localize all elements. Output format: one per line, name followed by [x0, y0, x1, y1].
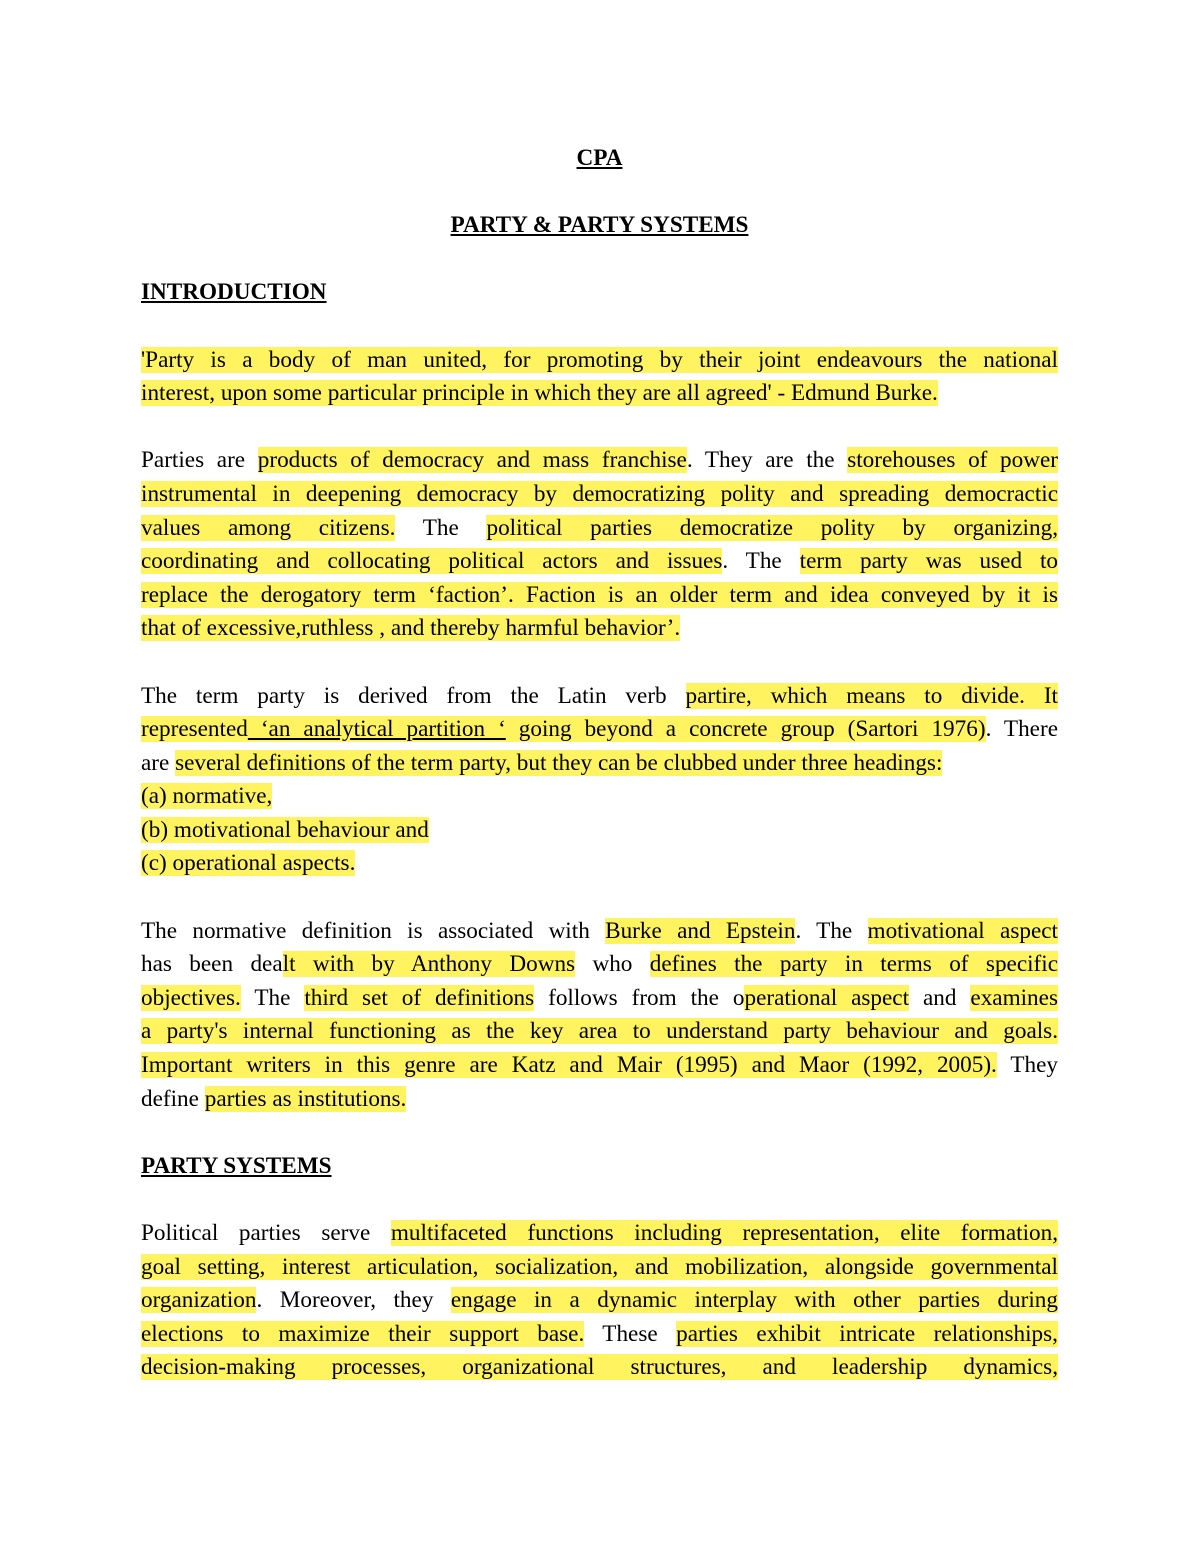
- highlight-span: values among citizens.: [141, 514, 396, 541]
- highlight-span: Important writers in this genre are Katz and Mair (1995) and Maor (1992, 2005).: [141, 1052, 997, 1079]
- text-span: . The: [795, 917, 868, 944]
- section-heading-introduction: INTRODUCTION: [141, 279, 327, 306]
- highlight-span: Burke and Epstein: [605, 917, 796, 944]
- highlight-span: coordinating and collocating political actors and issues: [141, 548, 723, 575]
- text-span: These: [584, 1320, 677, 1347]
- text-span: define: [141, 1085, 205, 1112]
- highlight-span: going beyond a concrete group (Sartori 1976): [505, 716, 986, 743]
- highlight-span: lt with by: [282, 951, 411, 978]
- underlined-phrase: ‘an analytical partition ‘: [247, 716, 506, 743]
- highlight-span: parties exhibit intricate relationships,: [676, 1320, 1058, 1347]
- text-span: follows from the o: [534, 984, 745, 1011]
- highlight-span: organization: [141, 1287, 257, 1314]
- highlight-span: elections to maximize their support base.: [141, 1320, 585, 1347]
- text-span: Parties are: [141, 447, 258, 474]
- term-party-paragraph: [141, 680, 1058, 781]
- functions-paragraph: [141, 1217, 1058, 1385]
- highlight-span: partire, which means to divide. It: [685, 682, 1058, 709]
- quote-line-2: interest, upon some particular principle in which they are all agreed' - Edmund Burke.: [141, 380, 938, 407]
- highlight-span: storehouses of power: [847, 447, 1059, 474]
- highlight-span: decision-making processes, organizational structures, and leadership dynamics,: [141, 1354, 1058, 1381]
- text-span: . There: [985, 716, 1058, 743]
- text-span: . They are the: [686, 447, 848, 474]
- highlight-span: instrumental in deepening democracy by democratizing polity and spreading democractic: [141, 480, 1058, 507]
- list-item-text: (a) normative,: [141, 783, 273, 810]
- highlight-span: Anthony Downs: [410, 951, 576, 978]
- text-span: The normative definition is associated with: [141, 917, 606, 944]
- highlight-span: products of democracy and mass franchise: [257, 447, 687, 474]
- text-span: The term party is derived from the Latin verb: [141, 682, 686, 709]
- highlight-span: motivational aspect: [867, 917, 1058, 944]
- text-span: The: [240, 984, 305, 1011]
- highlight-span: a party's internal functioning as the key area to understand party behaviour and goals.: [141, 1018, 1058, 1045]
- highlight-span: engage in a dynamic interplay with other parties during: [450, 1287, 1058, 1314]
- text-span: who: [575, 951, 650, 978]
- highlight-span: perational aspect: [744, 984, 910, 1011]
- highlight-span: third set of definitions: [304, 984, 535, 1011]
- text-span: They: [996, 1052, 1058, 1079]
- highlight-span: political parties democratize polity by organizing,: [486, 514, 1058, 541]
- list-item: [141, 847, 1058, 881]
- document-body: [141, 142, 1058, 1385]
- highlight-span: represented: [141, 716, 248, 743]
- text-span: Political parties serve: [141, 1220, 391, 1246]
- highlight-span: replace the derogatory term ‘faction’. Faction is an older term and idea conveyed by it is: [141, 581, 1058, 608]
- text-span: has been dea: [141, 951, 283, 978]
- highlight-span: several definitions of the term party, but they can be clubbed under three headings:: [175, 749, 943, 776]
- list-item: [141, 780, 1058, 814]
- document-subtitle: PARTY & PARTY SYSTEMS: [450, 212, 749, 239]
- highlight-span: examines: [970, 984, 1058, 1011]
- text-span: . Moreover, they: [256, 1287, 451, 1314]
- highlight-span: that of excessive,ruthless , and thereby harmful behavior’.: [141, 615, 681, 642]
- normative-definition-paragraph: [141, 915, 1058, 1117]
- list-item-text: (c) operational aspects.: [141, 850, 356, 877]
- highlight-span: objectives.: [141, 984, 241, 1011]
- text-span: The: [395, 514, 487, 541]
- text-span: and: [909, 984, 971, 1011]
- highlight-span: defines the party in terms of specific: [649, 951, 1059, 978]
- list-item: [141, 814, 1058, 848]
- highlight-span: term party was used to: [799, 548, 1058, 575]
- highlight-span: multifaceted functions including representation, elite formation,: [390, 1220, 1059, 1246]
- document-title: CPA: [576, 145, 623, 171]
- list-item-text: (b) motivational behaviour and: [141, 816, 429, 843]
- highlight-span: goal setting, interest articulation, socialization, and mobilization, alongside governmental: [141, 1253, 1058, 1280]
- text-span: . The: [722, 548, 800, 575]
- burke-quote-paragraph: [141, 344, 1058, 411]
- text-span: are: [141, 749, 176, 776]
- highlight-span: parties as institutions.: [204, 1085, 407, 1112]
- definitions-list: [141, 780, 1058, 881]
- quote-line-1: 'Party is a body of man united, for promoting by their joint endeavours the national: [141, 346, 1058, 373]
- parties-definition-paragraph: [141, 444, 1058, 646]
- section-heading-party-systems: PARTY SYSTEMS: [141, 1152, 332, 1179]
